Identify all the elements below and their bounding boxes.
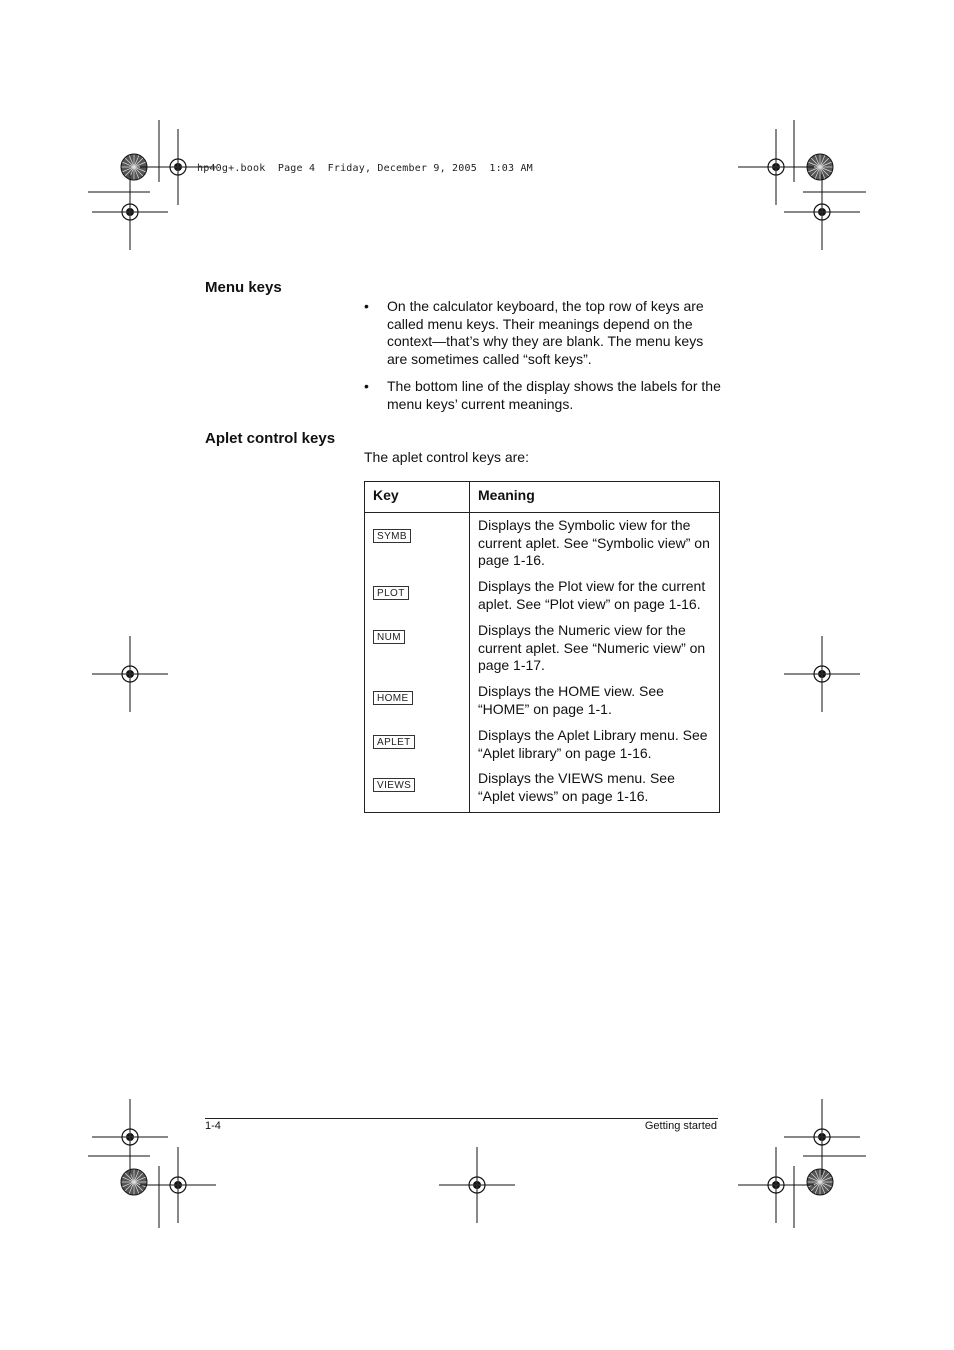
- bullet-icon: •: [364, 378, 369, 395]
- table-row: [365, 766, 720, 812]
- table-row: [365, 618, 720, 679]
- chapter-title: Getting started: [644, 1120, 717, 1132]
- table-row: [365, 679, 720, 723]
- list-item: [364, 298, 724, 368]
- print-slug: hp40g+.book Page 4 Friday, December 9, 2005 1:03 AM: [197, 163, 533, 174]
- home-key-icon: HOME: [373, 691, 413, 705]
- num-key-icon: NUM: [373, 630, 405, 644]
- menu-keys-bullet-list: [364, 298, 724, 424]
- bullet-text: The bottom line of the display shows the labels for the menu keys’ current meanings.: [387, 378, 721, 412]
- aplet-keys-table: [364, 481, 720, 813]
- table-header-row: [365, 482, 720, 513]
- bullet-icon: •: [364, 298, 369, 314]
- meaning-cell: Displays the Aplet Library menu. See “Aplet library” on page 1-16.: [470, 723, 720, 767]
- table-row: [365, 574, 720, 618]
- meaning-cell: Displays the Symbolic view for the current aplet. See “Symbolic view” on page 1-16.: [470, 512, 720, 574]
- list-item: [364, 378, 724, 413]
- footer-rule: [205, 1118, 718, 1119]
- heading-aplet-control-keys: Aplet control keys: [205, 430, 336, 447]
- table-row: [365, 723, 720, 767]
- column-header-meaning: Meaning: [470, 482, 720, 513]
- meaning-cell: Displays the Plot view for the current aplet. See “Plot view” on page 1-16.: [470, 574, 720, 618]
- plot-key-icon: PLOT: [373, 586, 409, 600]
- aplet-key-icon: APLET: [373, 735, 415, 749]
- table-row: [365, 512, 720, 574]
- page-number: 1-4: [205, 1120, 221, 1132]
- bullet-text: On the calculator keyboard, the top row of keys are called menu keys. Their meanings depend on the context—that’s why they are blank. The menu keys are sometimes called “soft keys”.: [387, 298, 704, 367]
- heading-menu-keys: Menu keys: [205, 279, 282, 296]
- meaning-cell: Displays the VIEWS menu. See “Aplet views” on page 1-16.: [470, 766, 720, 812]
- aplet-keys-intro: The aplet control keys are:: [364, 449, 529, 465]
- meaning-cell: Displays the Numeric view for the current aplet. See “Numeric view” on page 1-17.: [470, 618, 720, 679]
- symb-key-icon: SYMB: [373, 529, 411, 543]
- meaning-cell: Displays the HOME view. See “HOME” on page 1-1.: [470, 679, 720, 723]
- column-header-key: Key: [365, 482, 470, 513]
- views-key-icon: VIEWS: [373, 778, 415, 792]
